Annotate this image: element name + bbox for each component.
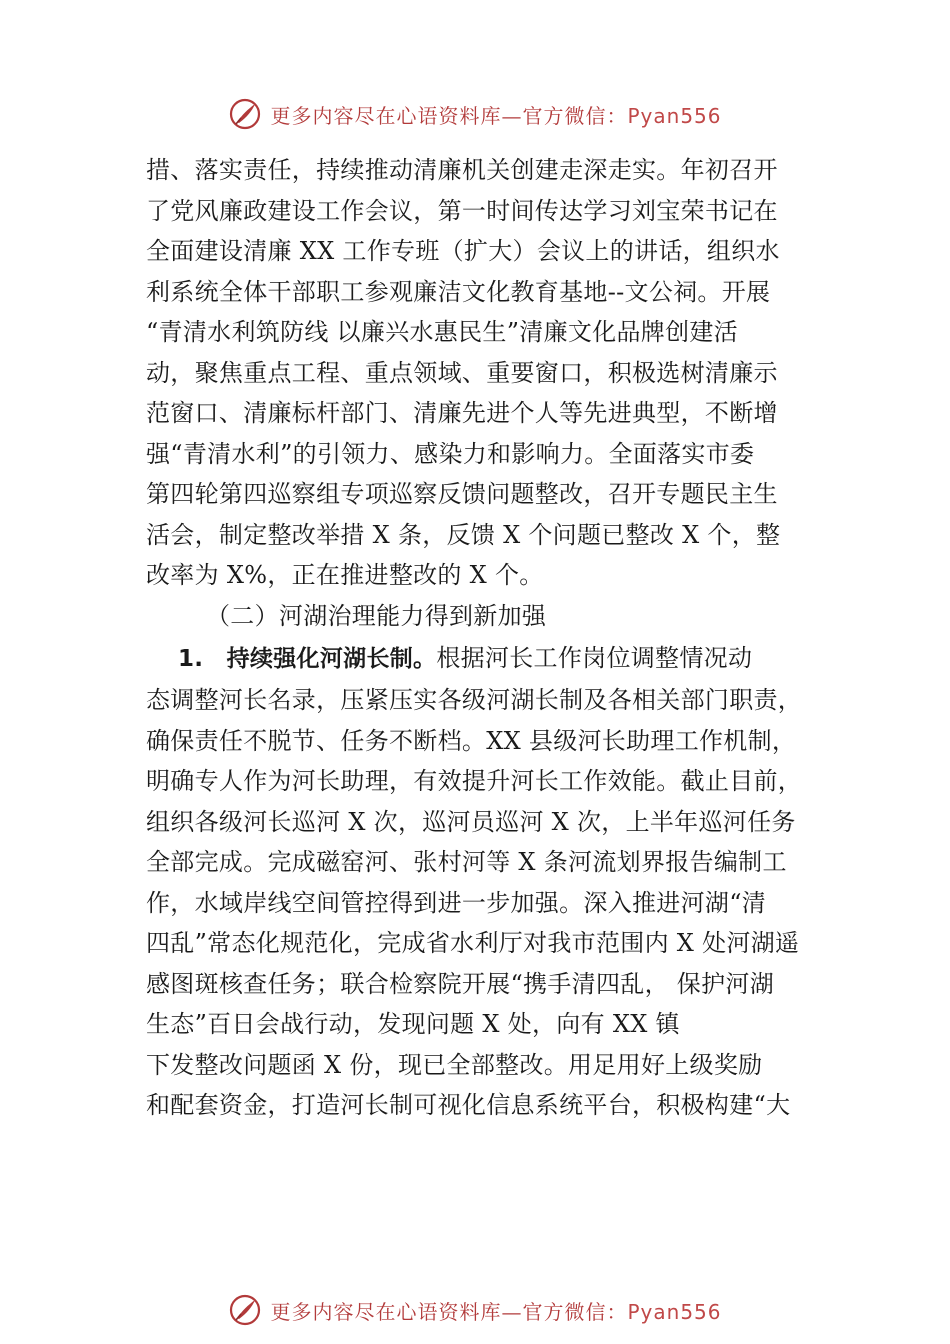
text-line: 强“青清水利”的引领力、感染力和影响力。全面落实市委 <box>146 439 755 468</box>
watermark-text: 更多内容尽在心语资料库—官方微信：Pyan556 <box>270 1299 722 1324</box>
text-line: 确保责任不脱节、任务不断档。XX 县级河长助理工作机制， <box>146 726 797 755</box>
quill-seal-icon <box>228 1293 262 1327</box>
subsection-title: 1. 持续强化河湖长制。 <box>178 646 437 672</box>
text-line: 明确专人作为河长助理，有效提升河长工作效能。截止目前， <box>146 767 803 795</box>
watermark-wechat-id: Pyan556 <box>627 103 722 128</box>
quill-seal-icon <box>228 97 262 131</box>
text-line: “青清水利筑防线 以廉兴水惠民生”清廉文化品牌创建活 <box>146 318 738 346</box>
document-body <box>146 150 816 1126</box>
text-line: 感图斑核查任务；联合检察院开展“携手清四乱， 保护河湖 <box>146 969 774 998</box>
watermark-text: 更多内容尽在心语资料库—官方微信：Pyan556 <box>270 103 722 128</box>
text-line: 作，水域岸线空间管控得到进一步加强。深入推进河湖“清 <box>146 888 767 917</box>
text-line: 组织各级河长巡河 X 次，巡河员巡河 X 次，上半年巡河任务 <box>146 807 796 836</box>
text-fragment: 根据河长工作岗位调整情况动 <box>436 644 753 672</box>
text-line: 和配套资金，打造河长制可视化信息系统平台，积极构建“大 <box>146 1091 791 1119</box>
footer-watermark <box>0 1290 950 1330</box>
text-line: 四乱”常态化规范化，完成省水利厅对我市范围内 X 处河湖遥 <box>146 929 800 957</box>
text-line: 改率为 X%，正在推进整改的 X 个。 <box>146 561 544 589</box>
text-line: 全面建设清廉 XX 工作专班（扩大）会议上的讲话，组织水 <box>146 237 780 265</box>
text-line: 全部完成。完成磁窑河、张村河等 X 条河流划界报告编制工 <box>146 848 787 876</box>
header-watermark <box>0 94 950 134</box>
text-line: 了党风廉政建设工作会议，第一时间传达学习刘宝荣书记在 <box>146 196 778 225</box>
text-line: 措、落实责任，持续推动清廉机关创建走深走实。年初召开 <box>146 156 778 184</box>
text-line: 第四轮第四巡察组专项巡察反馈问题整改，召开专题民主生 <box>146 480 778 508</box>
text-line: 生态”百日会战行动，发现问题 X 处，向有 XX 镇 <box>146 1010 680 1038</box>
subsection-first-line <box>146 636 816 680</box>
watermark-wechat-id: Pyan556 <box>627 1299 722 1324</box>
text-line: 利系统全体干部职工参观廉洁文化教育基地--文公祠。开展 <box>146 277 771 306</box>
section-heading: （二）河湖治理能力得到新加强 <box>206 601 547 630</box>
text-line: 活会，制定整改举措 X 条，反馈 X 个问题已整改 X 个，整 <box>146 520 781 549</box>
text-line: 态调整河长名录，压紧压实各级河湖长制及各相关部门职责， <box>146 686 803 714</box>
text-line: 范窗口、清廉标杆部门、清廉先进个人等先进典型，不断增 <box>146 399 778 427</box>
text-line: 下发整改问题函 X 份，现已全部整改。用足用好上级奖励 <box>146 1050 763 1079</box>
text-line: 动，聚焦重点工程、重点领域、重要窗口，积极选树清廉示 <box>146 358 778 387</box>
